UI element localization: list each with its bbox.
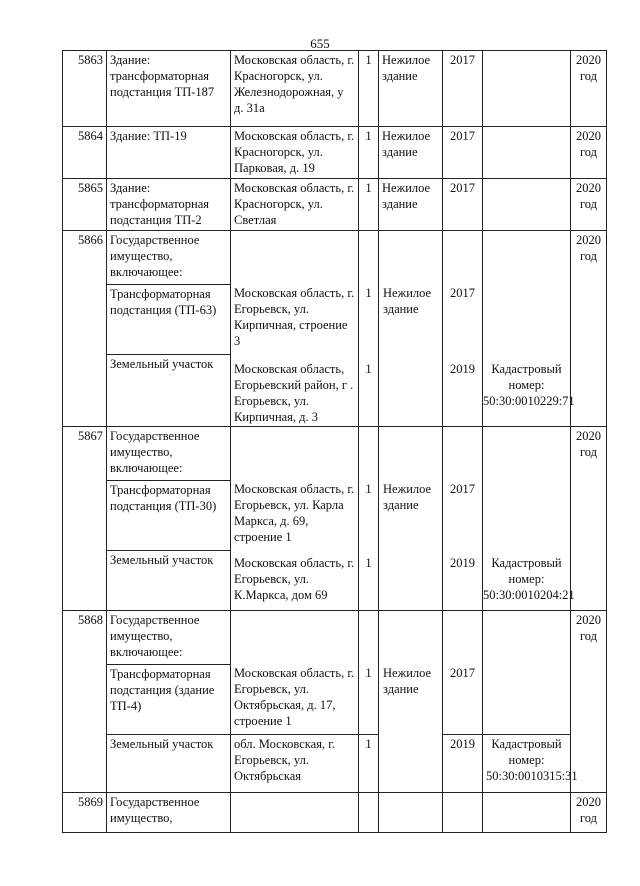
object-year: 2017: [450, 666, 475, 680]
table-row: [63, 231, 607, 285]
address-column: [231, 611, 359, 735]
group-heading: Государственное имущество, включающее:: [107, 427, 231, 481]
note-column: [483, 427, 575, 611]
object-quantity: 1: [365, 556, 372, 570]
object-address: Московская область, г. Егорьевск, ул. Карла Маркса, д. 69, строение 1: [234, 482, 355, 544]
privatization-year: 2020 год: [571, 231, 607, 427]
table-row: [63, 127, 607, 179]
privatization-year: 2020 год: [571, 127, 607, 179]
object-quantity: 1: [365, 362, 372, 376]
row-number: 5865: [63, 179, 107, 231]
object-address: Московская область, г. Красногорск, ул. Железнодорожная, у д. 31а: [231, 51, 359, 127]
object-name: Земельный участок: [107, 735, 231, 793]
object-quantity: 1: [365, 482, 372, 496]
type-column: [379, 231, 443, 427]
row-number: 5867: [63, 427, 107, 611]
object-year: 2017: [443, 179, 483, 231]
group-heading: Государственное имущество, включающее:: [107, 231, 231, 285]
object-address: [231, 793, 359, 833]
object-note: Кадастровый номер: 50:30:0010229:71: [483, 362, 575, 408]
group-heading: Государственное имущество, включающее:: [107, 611, 231, 665]
object-address: Московская область, г. Егорьевск, ул. Октябрьская, д. 17, строение 1: [234, 666, 355, 728]
object-year: 2017: [450, 482, 475, 496]
privatization-year: 2020 год: [571, 611, 607, 793]
object-note: Кадастровый номер: 50:30:0010204:21: [483, 556, 575, 602]
table-row: [63, 427, 607, 481]
object-type: Нежилое здание: [383, 666, 432, 696]
table-row: [63, 179, 607, 231]
object-name: Здание: трансформаторная подстанция ТП-187: [107, 51, 231, 127]
object-quantity: 1: [359, 127, 379, 179]
page-number: 655: [310, 36, 330, 51]
privatization-year: 2020 год: [571, 427, 607, 611]
year-column: [443, 611, 483, 735]
object-name: Здание: трансформаторная подстанция ТП-2: [107, 179, 231, 231]
quantity-column: [359, 427, 379, 611]
note-column: [483, 231, 575, 427]
row-number: 5869: [63, 793, 107, 833]
table-row: [63, 793, 607, 833]
object-type: Нежилое здание: [379, 127, 443, 179]
row-number: 5863: [63, 51, 107, 127]
row-number: 5868: [63, 611, 107, 793]
year-column: [443, 231, 483, 427]
object-year: [443, 793, 483, 833]
object-year: 2019: [450, 362, 475, 376]
object-note: [483, 127, 571, 179]
privatization-year: 2020 год: [571, 793, 607, 833]
quantity-column: [359, 611, 379, 735]
object-note: [483, 51, 571, 127]
object-address: Московская область, г. Егорьевск, ул. К.Маркса, дом 69: [234, 556, 355, 602]
address-column: [231, 231, 359, 427]
property-table: [62, 50, 607, 833]
object-type: Нежилое здание: [383, 286, 432, 316]
object-year: 2019: [443, 735, 483, 793]
object-note: [483, 611, 571, 735]
object-quantity: 1: [365, 666, 372, 680]
object-quantity: 1: [359, 179, 379, 231]
row-number: 5864: [63, 127, 107, 179]
address-column: [231, 427, 359, 611]
row-number: 5866: [63, 231, 107, 427]
table-row: [63, 735, 607, 793]
table-row: [63, 611, 607, 665]
object-address: обл. Московская, г. Егорьевск, ул. Октябрьская: [231, 735, 359, 793]
object-note: [483, 793, 571, 833]
object-name: Трансформаторная подстанция (здание ТП-4): [107, 665, 231, 735]
object-address: Московская область, Егорьевский район, г . Егорьевск, ул. Кирпичная, д. 3: [234, 362, 354, 424]
object-quantity: 1: [359, 51, 379, 127]
object-name: Земельный участок: [107, 551, 231, 611]
object-name: Здание: ТП-19: [107, 127, 231, 179]
object-note: [483, 179, 571, 231]
privatization-year: 2020 год: [571, 179, 607, 231]
type-column: [379, 427, 443, 611]
object-type: Нежилое здание: [379, 179, 443, 231]
object-name: Трансформаторная подстанция (ТП-63): [107, 285, 231, 355]
object-year: 2017: [443, 127, 483, 179]
object-address: Московская область, г. Егорьевск, ул. Кирпичная, строение 3: [234, 286, 355, 348]
object-quantity: 1: [365, 286, 372, 300]
object-year: 2017: [443, 51, 483, 127]
object-type: [379, 793, 443, 833]
year-column: [443, 427, 483, 611]
object-name: Трансформаторная подстанция (ТП-30): [107, 481, 231, 551]
quantity-column: [359, 231, 379, 427]
privatization-year: 2020 год: [571, 51, 607, 127]
object-note: Кадастровый номер: 50:30:0010315:31: [483, 735, 571, 793]
object-type: Нежилое здание: [379, 51, 443, 127]
object-name: Земельный участок: [107, 355, 231, 427]
table-row: [63, 51, 607, 127]
object-type: Нежилое здание: [383, 482, 432, 512]
object-year: 2017: [450, 286, 475, 300]
object-address: Московская область, г. Красногорск, ул. Парковая, д. 19: [231, 127, 359, 179]
type-column: [379, 611, 443, 793]
object-year: 2019: [450, 556, 475, 570]
object-quantity: [359, 793, 379, 833]
object-address: Московская область, г. Красногорск, ул. Светлая: [231, 179, 359, 231]
group-heading: Государственное имущество,: [107, 793, 231, 833]
object-quantity: 1: [359, 735, 379, 793]
